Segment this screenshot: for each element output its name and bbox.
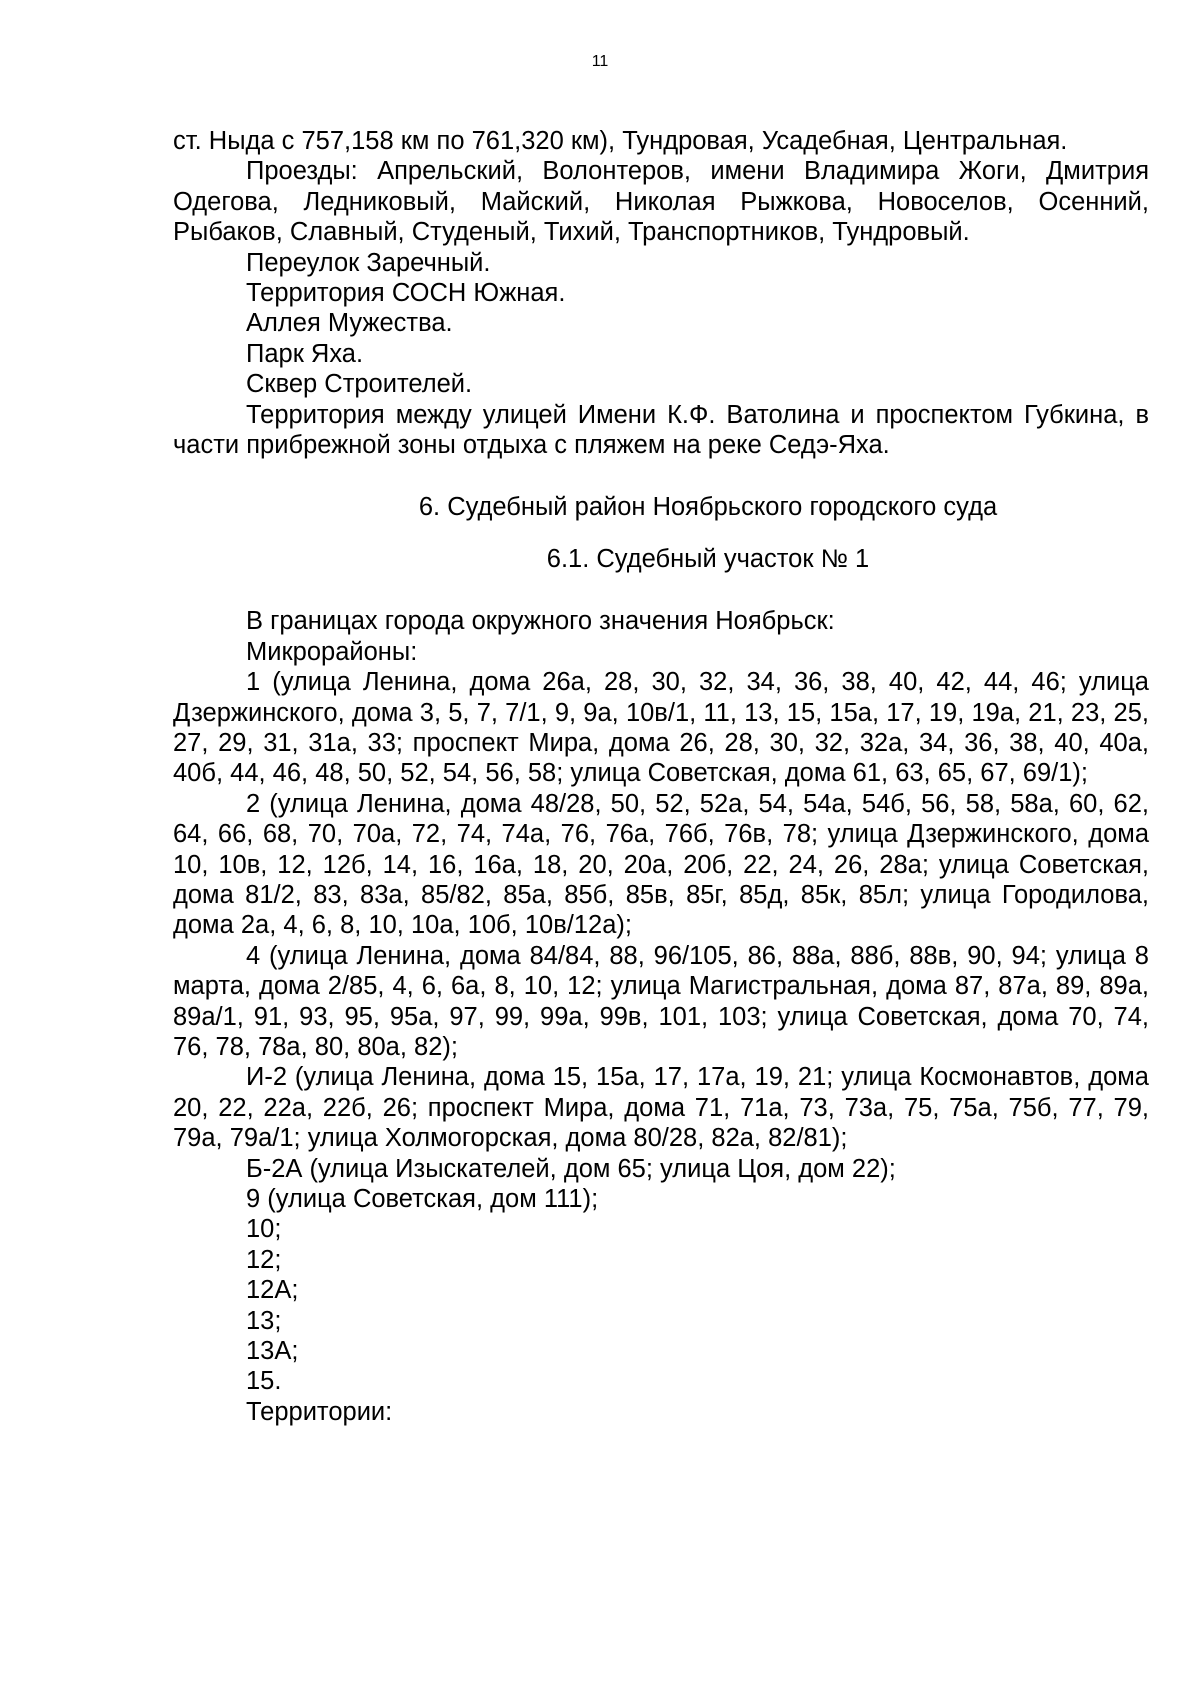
page-number: 11 [591, 53, 609, 70]
paragraph-microdistrict-2: 2 (улица Ленина, дома 48/28, 50, 52, 52а, 54, 54а, 54б, 56, 58, 58а, 60, 62, 64, 66, 68, 70, 70а, 72, 74, 74а, 76, 76а, 76б, 76в, 78; улица Дзержинского, дома 10, 10в, 12, 12б, 14, 16, 16а, 18, 20, 20а, 20б, 22, 24, 26, 28а; улица Советская, дома 81/2, 83, 83а, 85/82, 85а, 85б, 85в, 85г, 85д, 85к, 85л; улица Городилова, дома 2а, 4, 6, 8, 10, 10а, 10б, 10в/12а); [173, 789, 1149, 940]
subsection-heading: 6.1. Судебный участок № 1 [546, 544, 870, 573]
paragraph-microdistrict-4: 4 (улица Ленина, дома 84/84, 88, 96/105, 86, 88а, 88б, 88в, 90, 94; улица 8 марта, дома 2/85, 4, 6, 6а, 8, 10, 12; улица Магистральная, дома 87, 87а, 89, 89а, 89а/1, 91, 93, 95, 95а, 97, 99, 99а, 99в, 101, 103; улица Советская, дома 70, 74, 76, 78, 78а, 80, 80а, 82); [173, 941, 1149, 1061]
paragraph-city-boundaries: В границах города окружного значения Ноябрьск: [246, 607, 835, 636]
document-body [173, 126, 1149, 1427]
paragraph-microdistrict-i2: И-2 (улица Ленина, дома 15, 15а, 17, 17а, 19, 21; улица Космонавтов, дома 20, 22, 22а, 22б, 26; проспект Мира, дома 71, 71а, 73, 73а, 75, 75а, 75б, 77, 79, 79а, 79а/1; улица Холмогорская, дома 80/28, 82а, 82/81); [173, 1063, 1149, 1153]
paragraph-microdistricts-label: Микрорайоны: [246, 637, 418, 666]
paragraph-microdistrict-13: 13; [246, 1306, 282, 1335]
paragraph-territory-riverside: Территория между улицей Имени К.Ф. Ватолина и проспектом Губкина, в части прибрежной зоны отдыха с пляжем на реке Седэ-Яха. [173, 400, 1149, 460]
paragraph-park: Парк Яха. [246, 339, 364, 368]
paragraph-microdistrict-1: 1 (улица Ленина, дома 26а, 28, 30, 32, 34, 36, 38, 40, 42, 44, 46; улица Дзержинского, дома 3, 5, 7, 7/1, 9, 9а, 10в/1, 11, 13, 15, 15а, 17, 19, 19а, 21, 23, 25, 27, 29, 31, 31а, 33; проспект Мира, дома 26, 28, 30, 32, 32а, 34, 36, 38, 40, 40а, 40б, 44, 46, 48, 50, 52, 54, 56, 58; улица Советская, дома 61, 63, 65, 67, 69/1); [173, 668, 1149, 788]
paragraph-microdistrict-15: 15. [246, 1367, 282, 1396]
paragraph-microdistrict-13a: 13А; [246, 1337, 299, 1366]
paragraph-alley: Аллея Мужества. [246, 309, 453, 338]
paragraph-microdistrict-10: 10; [246, 1215, 282, 1244]
paragraph-territory-sosn: Территория СОСН Южная. [246, 279, 566, 308]
paragraph-streets-continued: ст. Ныда с 757,158 км по 761,320 км), Тундровая, Усадебная, Центральная. [173, 127, 1068, 155]
paragraph-microdistrict-12: 12; [246, 1245, 282, 1274]
paragraph-lane: Переулок Заречный. [246, 248, 491, 277]
paragraph-microdistrict-b2a: Б-2А (улица Изыскателей, дом 65; улица Цоя, дом 22); [246, 1154, 896, 1183]
paragraph-microdistrict-12a: 12А; [246, 1276, 299, 1305]
paragraph-driveways: Проезды: Апрельский, Волонтеров, имени Владимира Жоги, Дмитрия Одегова, Ледниковый, Майский, Николая Рыжкова, Новоселов, Осенний, Рыбаков, Славный, Студеный, Тихий, Транспортников, Тундровый. [173, 157, 1149, 247]
paragraph-microdistrict-9: 9 (улица Советская, дом 111); [246, 1185, 599, 1213]
paragraph-square: Сквер Строителей. [246, 370, 473, 399]
section-heading: 6. Судебный район Ноябрьского городского суда [418, 493, 998, 522]
paragraph-territories-label: Территории: [246, 1397, 393, 1426]
